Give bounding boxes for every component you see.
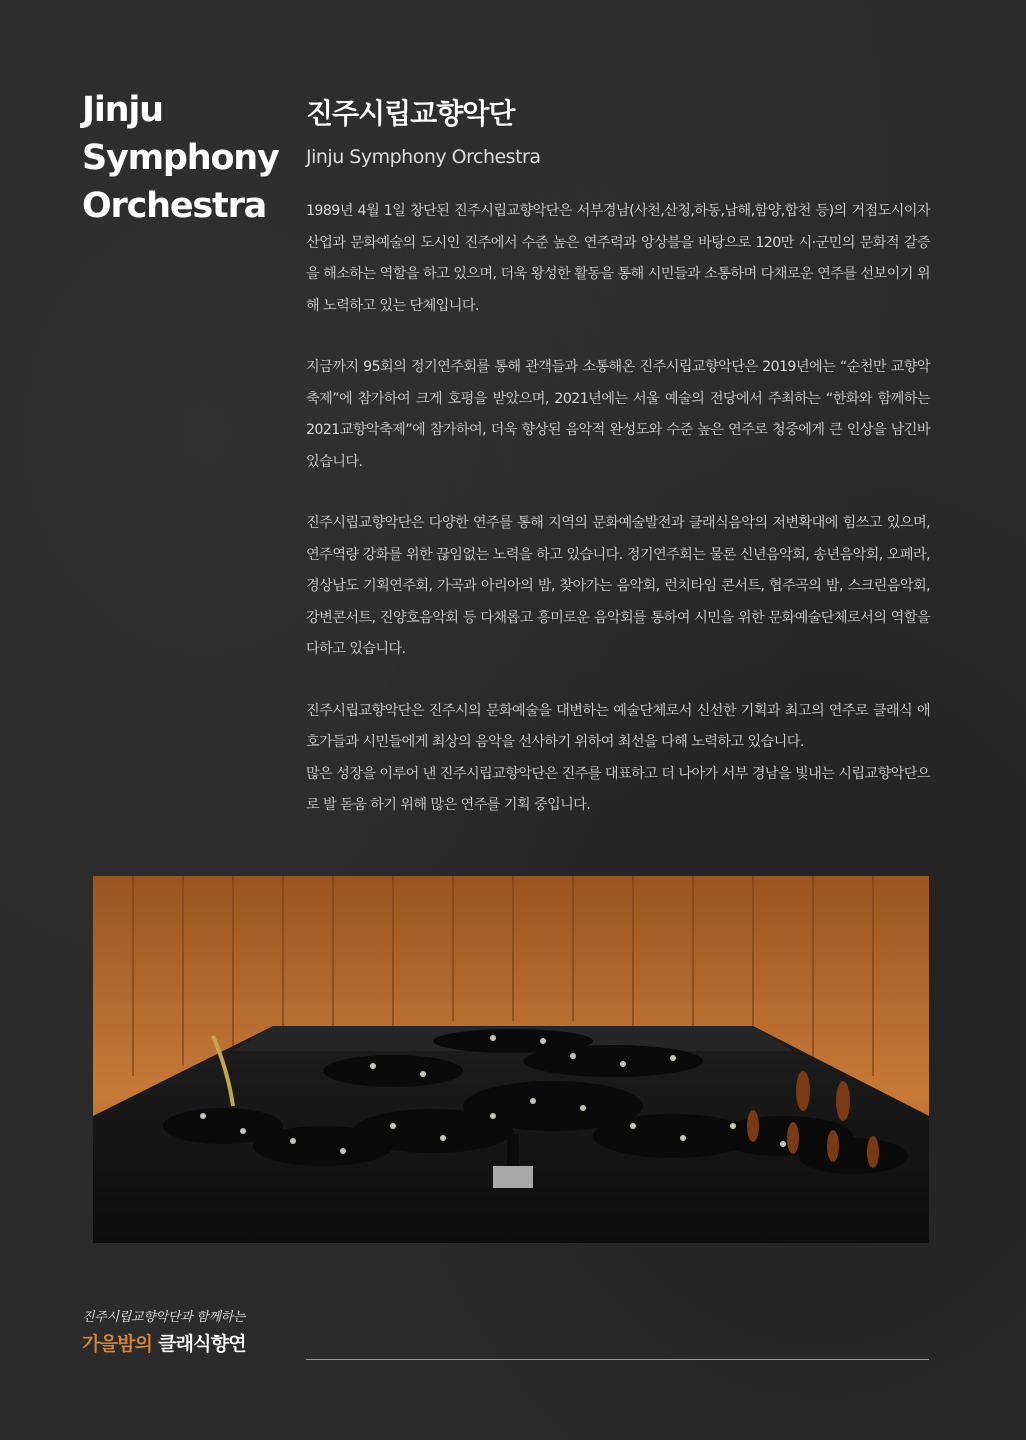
side-title-line-3: Orchestra <box>82 186 267 226</box>
orchestra-illustration <box>93 876 929 1243</box>
footer-subtitle: 진주시립교향악단과 함께하는 <box>82 1310 246 1325</box>
side-title <box>82 86 282 230</box>
side-title-line-2: Symphony <box>82 138 279 178</box>
footer-title-rest: 클래식향연 <box>152 1333 246 1355</box>
orchestra-photo <box>93 876 929 1243</box>
paragraph-1: 1989년 4월 1일 창단된 진주시립교향악단은 서부경남(사천,산청,하동,남해,함양,합천 등)의 거점도시이자 산업과 문화예술의 도시인 진주에서 수준 높은 연주력과 앙상블을 바탕으로 120만 시·군민의 문화적 갈증을 해소하는 역할을 하고 있으며, 더욱 왕성한 활동을 통해 시민들과 소통하며 다채로운 연주를 선보이기 위해 노력하고 있는 단체입니다. <box>306 203 930 314</box>
footer-title-accent: 가을밤의 <box>82 1333 153 1355</box>
footer-main-title <box>82 1329 246 1356</box>
side-title-line-1: Jinju <box>82 90 163 130</box>
footer-logo <box>82 1306 246 1356</box>
footer-divider <box>306 1359 929 1360</box>
paragraph-5: 많은 성장을 이루어 낸 진주시립교향악단은 진주를 대표하고 더 나아가 서부 경남을 빛내는 시립교향악단으로 발 돋움 하기 위해 많은 연주를 기획 중입니다. <box>306 765 930 813</box>
paragraph-2: 지금까지 95회의 정기연주회를 통해 관객들과 소통해온 진주시립교향악단은 2019년에는 “순천만 교향악축제”에 참가하여 크게 호평을 받았으며, 2021년에는 서울 예술의 전당에서 주최하는 “한화와 함께하는 2021교향악축제”에 참가하여, 더욱 향상된 음악적 완성도와 수준 높은 연주로 청중에게 큰 인상을 남긴바 있습니다. <box>306 359 930 470</box>
heading-korean: 진주시립교향악단 <box>306 97 515 130</box>
paragraph-3: 진주시립교향악단은 다양한 연주를 통해 지역의 문화예술발전과 클래식음악의 저변확대에 힘쓰고 있으며, 연주역량 강화를 위한 끊임없는 노력을 하고 있습니다. 정기연주회는 물론 신년음악회, 송년음악회, 오페라, 경상남도 기획연주회, 가곡과 아리아의 밤, 찾아가는 음악회, 런치타임 콘서트, 협주곡의 밤, 스크린음악회, 강변콘서트, 진양호음악회 등 다채롭고 흥미로운 음악회를 통하여 시민을 위한 문화예술단체로서의 역할을 다하고 있습니다. <box>306 515 930 657</box>
heading-english: Jinju Symphony Orchestra <box>306 146 541 168</box>
paragraph-4: 진주시립교향악단은 진주시의 문화예술을 대변하는 예술단체로서 신선한 기획과 최고의 연주로 클래식 애호가들과 시민들에게 최상의 음악을 선사하기 위하여 최선을 다해 노력하고 있습니다. <box>306 702 930 750</box>
body-text <box>306 196 930 852</box>
